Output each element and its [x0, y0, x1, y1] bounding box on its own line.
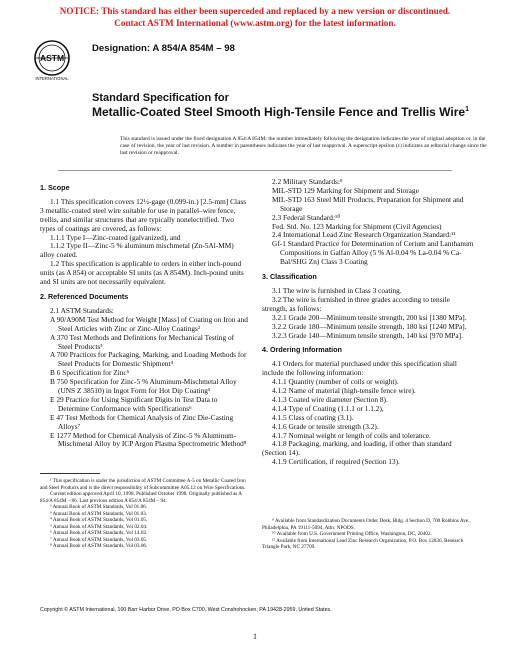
para-3-1: 3.1 The wire is furnished in Class 3 coating. [272, 285, 402, 295]
para-2-3: 2.3 Federal Standard:¹⁰ [272, 212, 341, 222]
title-footnote-mark: 1 [465, 105, 469, 113]
supersession-notice [0, 6, 510, 29]
list-item: 4.1.1 Quantity (number of coils or weight). [272, 377, 399, 387]
list-item: 4.1.8 Packaging, marking, and loading, if other than standard (Section 14). [262, 439, 452, 458]
para-2-2: 2.2 Military Standards:⁹ [272, 177, 343, 186]
section-1-heading: 1. Scope [40, 183, 70, 192]
reference-item: B 6 Specification for Zinc⁵ [50, 368, 130, 378]
footnote: ⁹ Available from Standardization Documents Order Desk, Bldg. 4 Section D, 700 Robbins Ave., Philadelphia, PA 19111-5094, Attn: NPODS. [262, 518, 471, 531]
header-divider [58, 170, 452, 171]
reference-item: A 700 Practices for Packaging, Marking, and Loading Methods for Steel Products for Domestic Shipment⁴ [50, 350, 247, 369]
footnote: ⁷ Annual Book of ASTM Standards, Vol 03.05. [50, 536, 148, 543]
military-standard-163: MIL-STD 163 Steel Mill Products, Preparation for Shipment and Storage [272, 194, 464, 213]
reference-item: E 29 Practice for Using Significant Digits in Test Data to Determine Conformance with Specifications⁶ [50, 394, 218, 413]
page-number: 1 [253, 632, 257, 641]
reference-item: E 1277 Method for Chemical Analysis of Zinc-5 % Aluminum-Mischmetal Alloy by ICP Argon Plasma Spectrometric Method⁸ [50, 430, 247, 449]
designation: Designation: A 854/A 854M – 98 [92, 43, 235, 54]
para-3-2: 3.2 The wire is furnished in three grades according to tensile strength, as follows: [262, 294, 450, 313]
footnote: Current edition approved April 10, 1998. Published October 1998. Originally published as A 854/A 854M – 86. Last previous edition A 854/A 854M – 94. [40, 491, 242, 504]
section-3-heading: 3. Classification [262, 272, 317, 282]
title-text: Metallic-Coated Steel Smooth High-Tensile Fence and Trellis Wire [92, 104, 466, 119]
logo-subtext: INTERNATIONAL [35, 76, 69, 81]
footnote: ⁶ Annual Book of ASTM Standards, Vol 14.02. [50, 530, 148, 536]
reference-item: A 370 Test Methods and Definitions for Mechanical Testing of Steel Products³ [50, 332, 235, 351]
astm-logo-icon [30, 38, 74, 82]
para-2-1: 2.1 ASTM Standards: [50, 305, 114, 315]
footnote: ⁵ Annual Book of ASTM Standards, Vol 02.04. [50, 523, 148, 530]
footnote-divider-left [40, 473, 100, 474]
para-3-2-1: 3.2.1 Grade 200—Minimum tensile strength, 200 ksi [1380 MPa]. [272, 312, 467, 322]
notice-line-2: Contact ASTM International (www.astm.org) for the latest information. [114, 17, 396, 28]
section-2-heading: 2. Referenced Documents [40, 291, 129, 301]
right-column [262, 178, 474, 467]
reference-item: A 90/A90M Test Method for Weight [Mass] of Coating on Iron and Steel Articles with Zinc or Zinc-Alloy Coatings² [50, 314, 248, 333]
list-item: 4.1.5 Class of coating (3.1). [272, 412, 354, 422]
list-item: 4.1.9 Certification, if required (Section 13). [272, 457, 400, 467]
para-1-1-1: 1.1.1 Type I—Zinc-coated (galvanized), and [50, 232, 181, 242]
list-item: 4.1.3 Coated wire diameter (Section 8). [272, 394, 388, 404]
para-3-2-2: 3.2.2 Grade 180—Minimum tensile strength, 180 ksi [1240 MPa]. [272, 321, 467, 331]
para-1-1: 1.1 This specification covers 12½-gage (0.099-in.) [2.5-mm] Class 3 metallic-coated steel wire suitable for use in parallel–wire fence, trellis, and similar structures that are typically nonelectrified. Two types of coatings are covered, as follows: [40, 196, 247, 233]
document-title [92, 92, 492, 119]
title-line-1: Standard Specification for [92, 92, 229, 104]
list-item: 4.1.4 Type of Coating (1.1.1 or 1.1.2), [272, 403, 384, 413]
footnote: ² Annual Book of ASTM Standards, Vol 01.06. [50, 504, 148, 510]
left-column [40, 178, 250, 449]
federal-standard: Fed. Std. No. 123 Marking for Shipment (Civil Agencies) [272, 221, 442, 231]
footnote: ¹⁰ Available from U.S. Government Printing Office, Washington, DC, 20402. [272, 531, 432, 537]
list-item: 4.1.6 Grade or tensile strength (3.2). [272, 421, 379, 431]
reference-item: E 47 Test Methods for Chemical Analysis of Zinc Die-Casting Alloys⁷ [50, 412, 234, 431]
para-2-4: 2.4 International Lead Zinc Research Organization Standard:¹¹ [272, 230, 456, 240]
footnote: ³ Annual Book of ASTM Standards, Vol 01.03. [50, 510, 148, 517]
para-1-2: 1.2 This specification is applicable to orders in either inch-pound units (as A 854) or acceptable SI units (as A 854M). Inch-pound units and SI units are not necessarily equivalent. [40, 259, 244, 287]
copyright-line: Copyright © ASTM International, 100 Barr Harbor Drive, PO Box C700, West Conshohocken, PA 19428-2959, United States. [40, 607, 332, 613]
logo-text: ASTM [39, 53, 65, 63]
footnote: ⁸ Annual Book of ASTM Standards, Vol 03.06. [50, 543, 148, 549]
military-standard-129: MIL-STD 129 Marking for Shipment and Storage [272, 185, 419, 195]
ilzro-standard: Gf-1 Standard Practice for Determination of Cerium and Lanthanum Compositions in Galfan Alloy (5 % Al-0.04 % La-0.04 % Ca-Bal/SHG Zn) Class 3 Coating [272, 239, 474, 267]
section-4-heading: 4. Ordering Information [262, 345, 342, 355]
notice-line-1: NOTICE: This standard has either been superceded and replaced by a new version or discontinued. [59, 6, 451, 16]
list-item: 4.1.2 Name of material (high-tensile fence wire). [272, 386, 416, 396]
issuance-note: This standard is issued under the fixed designation A 854/A 854M; the number immediately following the designation indicates the year of original adoption or, in the case of revision, the year of last revision. A number in parentheses indicates the year of last reapproval. A superscript epsilon (ε) indicates an editorial change since the last revision or reapproval. [120, 136, 487, 156]
para-4-1: 4.1 Orders for material purchased under this specification shall include the following information: [262, 359, 457, 378]
list-item: 4.1.7 Nominal weight or length of coils and tolerance. [272, 430, 431, 440]
reference-item: B 750 Specification for Zinc-5 % Aluminum-Mischmetal Alloy (UNS Z 38510) in Ingot Form for Hot Dip Coating⁵ [50, 377, 237, 396]
para-1-1-2: 1.1.2 Type II—Zinc-5 % aluminum mischmetal (Zn-5Al-MM) alloy coated. [40, 241, 234, 260]
footnotes-left [40, 478, 250, 550]
footnotes-right [262, 518, 474, 551]
footnote: ¹ This specification is under the jurisdiction of ASTM Committee A-5 on Metallic Coated Iron and Steel Products and is the direct responsibility of Subcommittee A05.12 on Wire Specifications. [40, 478, 246, 491]
footnote: ⁴ Annual Book of ASTM Standards, Vol 01.05. [50, 517, 148, 523]
title-line-2 [92, 106, 492, 120]
para-3-2-3: 3.2.3 Grade 140—Minimum tensile strength, 140 ksi [970 MPa]. [272, 330, 463, 340]
footnote: ¹¹ Available from International Lead Zinc Research Organization, P.O. Box 12036, Research Triangle Park, NC 27709. [262, 537, 464, 550]
